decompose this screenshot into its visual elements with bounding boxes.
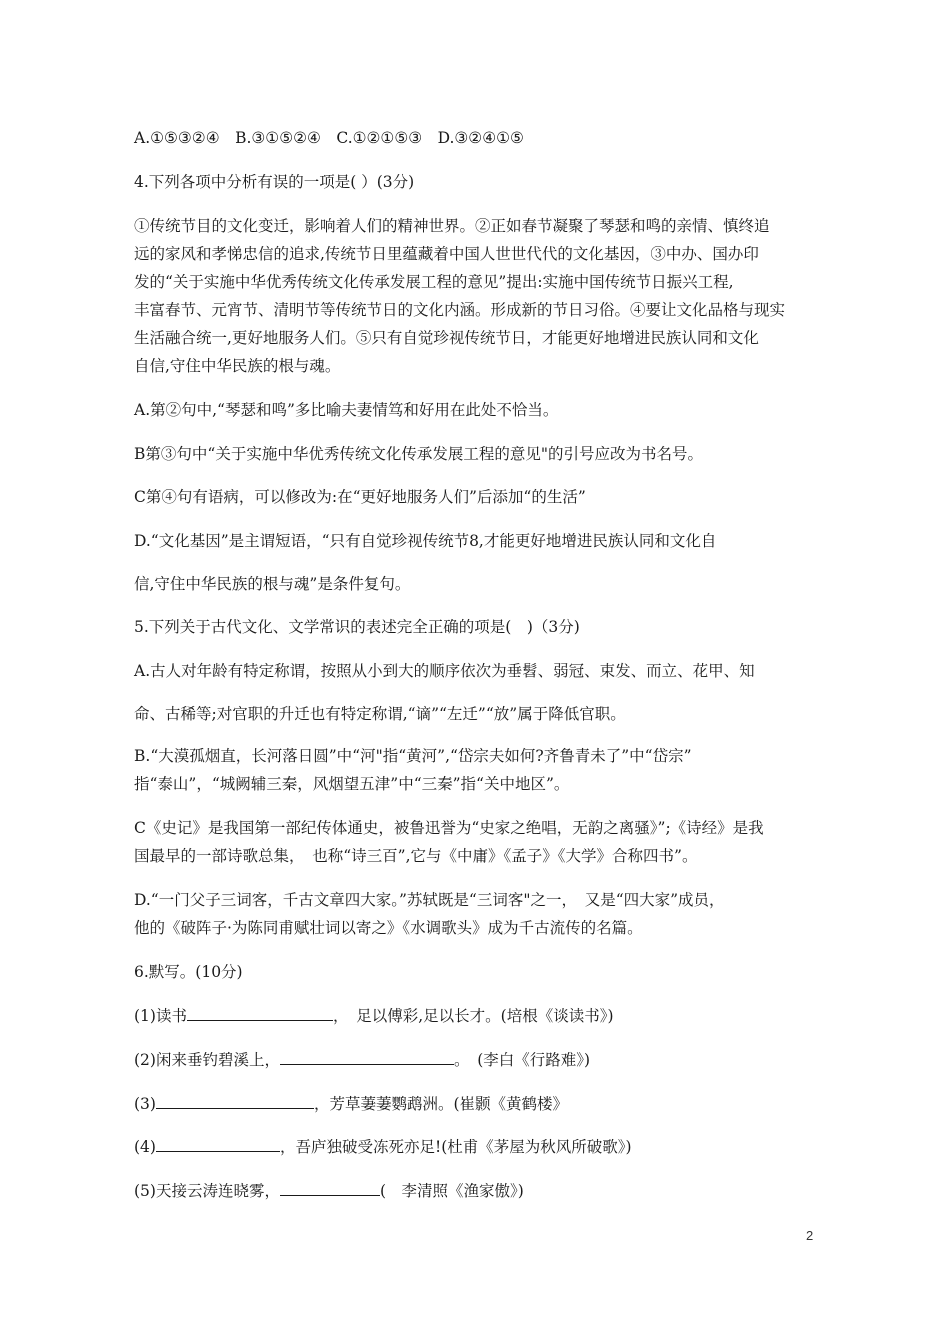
q5-option-d-cont: 他的《破阵子·为陈同甫赋壮词以寄之》《水调歌头》成为千古流传的名篇。 [134,919,643,937]
q5-option-c: C《史记》是我国第一部纪传体通史，被鲁迅誉为“史家之绝唱，无韵之离骚》”;《诗经》是我 [134,819,764,837]
dictation-prefix: (1)读书 [134,1007,187,1025]
q5-option-b-cont: 指“泰山”，“城阙辅三秦，风烟望五津”中“三秦”指“关中地区”。 [134,775,570,793]
dictation-item [134,1136,824,1157]
q5-option-a: A.古人对年龄有特定称谓，按照从小到大的顺序依次为垂髫、弱冠、束发、而立、花甲、知 [134,662,755,680]
dictation-prefix: (3) [134,1095,156,1113]
q5-option-c-cont: 国最早的一部诗歌总集， 也称“诗三百”,它与《中庸》《孟子》《大学》合称四书”。 [134,847,698,865]
dictation-suffix: ，吾庐独破受冻死亦足!(杜甫《茅屋为秋风所破歌》) [279,1138,632,1156]
q5-option-d: D.“一门父子三词客，千古文章四大家。”苏轼既是“三词客"之一， 又是“四大家”成员， [134,891,725,909]
dictation-prefix: (5)天接云涛连晓雾， [134,1182,280,1200]
q4-option-c: C第④句有语病，可以修改为:在“更好地服务人们”后添加“的生活” [134,488,586,506]
q5-stem: 5.下列关于古代文化、文学常识的表述完全正确的项是( )（3分) [134,618,580,636]
q4-option-a: A.第②句中,“琴瑟和鸣”多比喻夫妻情笃和好用在此处不恰当。 [134,401,559,419]
answer-blank[interactable] [156,1136,280,1152]
q4-option-d: D.“文化基因”是主谓短语，“只有自觉珍视传统节8,才能更好地增进民族认同和文化自 [134,532,717,550]
dictation-item [134,1093,824,1114]
q4-passage-line: ①传统节目的文化变迁，影响着人们的精神世界。②正如春节凝聚了琴瑟和鸣的亲情、慎终追 [134,217,770,235]
dictation-suffix: ( 李清照《渔家傲》) [379,1182,524,1200]
dictation-item [134,1180,824,1201]
q4-option-b: B第③句中“关于实施中华优秀传统文化传承发展工程的意见"的引号应改为书名号。 [134,445,703,463]
dictation-suffix: 。 (李白《行路难》) [453,1051,591,1069]
q4-stem: 4.下列各项中分析有误的一项是( ）(3分) [134,173,415,191]
q4-option-d-cont: 信,守住中华民族的根与魂”是条件复句。 [134,575,411,593]
q4-passage-line: 生活融合统一,更好地服务人们。⑤只有自觉珍视传统节日，才能更好地增进民族认同和文化 [134,329,759,347]
answer-blank[interactable] [156,1093,314,1109]
dictation-suffix: ，芳草萋萋鹦鹉洲。(崔颢《黄鹤楼》 [313,1095,569,1113]
answer-blank[interactable] [187,1005,333,1021]
dictation-prefix: (2)闲来垂钓碧溪上， [134,1051,280,1069]
answer-blank[interactable] [280,1180,380,1196]
q3-options: A.①⑤③②④ B.③①⑤②④ C.①②①⑤③ D.③②④①⑤ [134,129,524,147]
dictation-item [134,1005,824,1026]
dictation-item [134,1049,824,1070]
page-number: 2 [806,1228,814,1243]
q4-passage-line: 发的“关于实施中华优秀传统文化传承发展工程的意见”提出:实施中国传统节日振兴工程, [134,273,734,291]
q5-option-a-cont: 命、古稀等;对官职的升迁也有特定称谓,“谪”“左迁”“放”属于降低官职。 [134,705,626,723]
q6-stem: 6.默写。(10分) [134,963,243,981]
q4-passage-line: 自信,守住中华民族的根与魂。 [134,357,341,375]
q5-option-b: B.“大漠孤烟直，长河落日圆”中“河"指“黄河”,“岱宗夫如何?齐鲁青未了”中“岱宗” [134,747,692,765]
dictation-prefix: (4) [134,1138,156,1156]
dictation-suffix: ， 足以傅彩,足以长才。(培根《谈读书》) [332,1007,614,1025]
q4-passage-line: 远的家风和孝悌忠信的追求,传统节日里蕴藏着中国人世世代代的文化基因，③中办、国办印 [134,245,759,263]
answer-blank[interactable] [280,1049,454,1065]
q4-passage-line: 丰富春节、元宵节、清明节等传统节日的文化内涵。形成新的节日习俗。④要让文化品格与现实 [134,301,786,319]
